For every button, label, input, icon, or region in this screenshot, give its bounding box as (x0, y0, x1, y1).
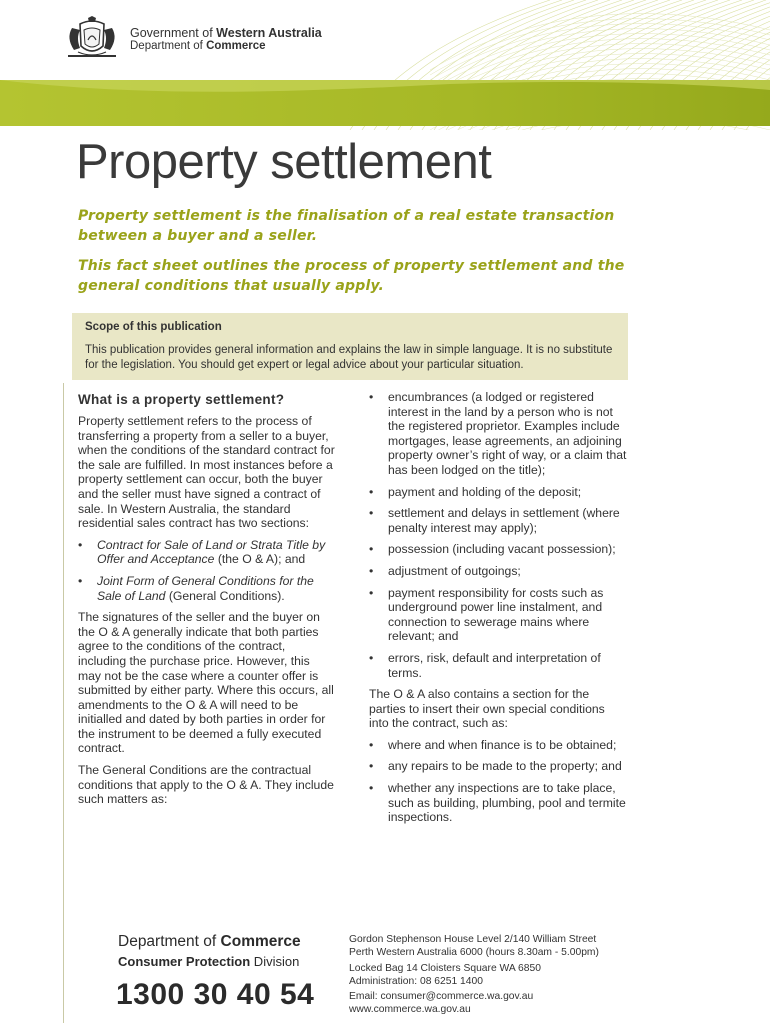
margin-rule (63, 383, 64, 1023)
list-item: • where and when finance is to be obtained; (369, 738, 627, 753)
footer-phone: 1300 30 40 54 (116, 978, 315, 1011)
paragraph-special-conditions: The O & A also contains a section for the parties to insert their own special conditions into the contract, such as: (369, 687, 605, 731)
list-item: • adjustment of outgoings; (369, 564, 627, 579)
footer-website: www.commerce.wa.gov.au (349, 1004, 471, 1015)
right-column (369, 390, 627, 832)
footer-administration-phone: Administration: 08 6251 1400 (349, 976, 483, 987)
list-item: • payment responsibility for costs such as underground power line instalment, and connection to sewerage mains where relevant; and (369, 586, 627, 644)
list-item: • errors, risk, default and interpretation of terms. (369, 651, 627, 680)
list-item: • encumbrances (a lodged or registered interest in the land by a person who is not the registered proprietor. Examples include mortgages, lease agreements, an adjoining property owner’s right of way, or a claim that has been lodged on the title); (369, 390, 627, 478)
paragraph-general-conditions: The General Conditions are the contractual conditions that apply to the O & A. They include such matters as: (78, 763, 334, 807)
footer-division: Consumer Protection Division (118, 954, 300, 969)
footer-email: Email: consumer@commerce.wa.gov.au (349, 991, 534, 1002)
wa-coat-of-arms-icon (62, 16, 122, 62)
page-title: Property settlement (76, 135, 492, 189)
footer-address-street: Gordon Stephenson House Level 2/140 William Street (349, 934, 597, 945)
list-item: • any repairs to be made to the property; and (369, 759, 627, 774)
contract-note: (the O & A); and (214, 552, 306, 567)
intro-summary: Property settlement is the finalisation of a real estate transaction between a buyer and a seller. (78, 208, 615, 244)
list-item: • whether any inspections are to take place, such as building, plumbing, pool and termite inspections. (369, 781, 627, 825)
list-item (78, 574, 336, 603)
header-green-band (0, 80, 770, 126)
list-item (78, 538, 336, 567)
left-column (78, 414, 336, 814)
scope-text: This publication provides general information and explains the law in simple language. It is no substitute for the legislation. You should get expert or legal advice about your particular situation. (85, 344, 613, 371)
list-item: • possession (including vacant possession); (369, 542, 627, 557)
list-item: • settlement and delays in settlement (where penalty interest may apply); (369, 506, 627, 535)
paragraph-definition: Property settlement refers to the process of transferring a property from a seller to a buyer, when the conditions of the standard contract for the sale are fulfilled. In most instances before a property settlement can occur, both the buyer and the seller must have signed a contract of sale. In Western Australia, the standard residential sales contract has two sections: (78, 414, 335, 531)
intro-outline: This fact sheet outlines the process of property settlement and the general conditions that usually apply. (78, 258, 625, 294)
section-heading: What is a property settlement? (78, 392, 285, 407)
footer-postal-address: Locked Bag 14 Cloisters Square WA 6850 (349, 963, 541, 974)
footer-address-city: Perth Western Australia 6000 (hours 8.30am - 5.00pm) (349, 947, 599, 958)
department-name: Department of Commerce (130, 40, 266, 52)
footer-department: Department of Commerce (118, 933, 301, 950)
government-name: Government of Western Australia (130, 26, 322, 40)
contract-title: Contract for Sale of Land or Strata Title by Offer and Acceptance (97, 537, 326, 567)
scope-heading: Scope of this publication (85, 321, 222, 333)
list-item: • payment and holding of the deposit; (369, 485, 627, 500)
contract-note: (General Conditions). (165, 588, 285, 603)
paragraph-signatures: The signatures of the seller and the buyer on the O & A generally indicate that both parties agree to the conditions of the contract, including the purchase price. However, this may not be the case where a counter offer is submitted by either party. Where this occurs, all amendments to the O & A will need to be initialled and dated by both parties in order for the instrument to be deemed a fully executed contract. (78, 610, 334, 756)
contract-title: Joint Form of General Conditions for the Sale of Land (97, 573, 314, 603)
